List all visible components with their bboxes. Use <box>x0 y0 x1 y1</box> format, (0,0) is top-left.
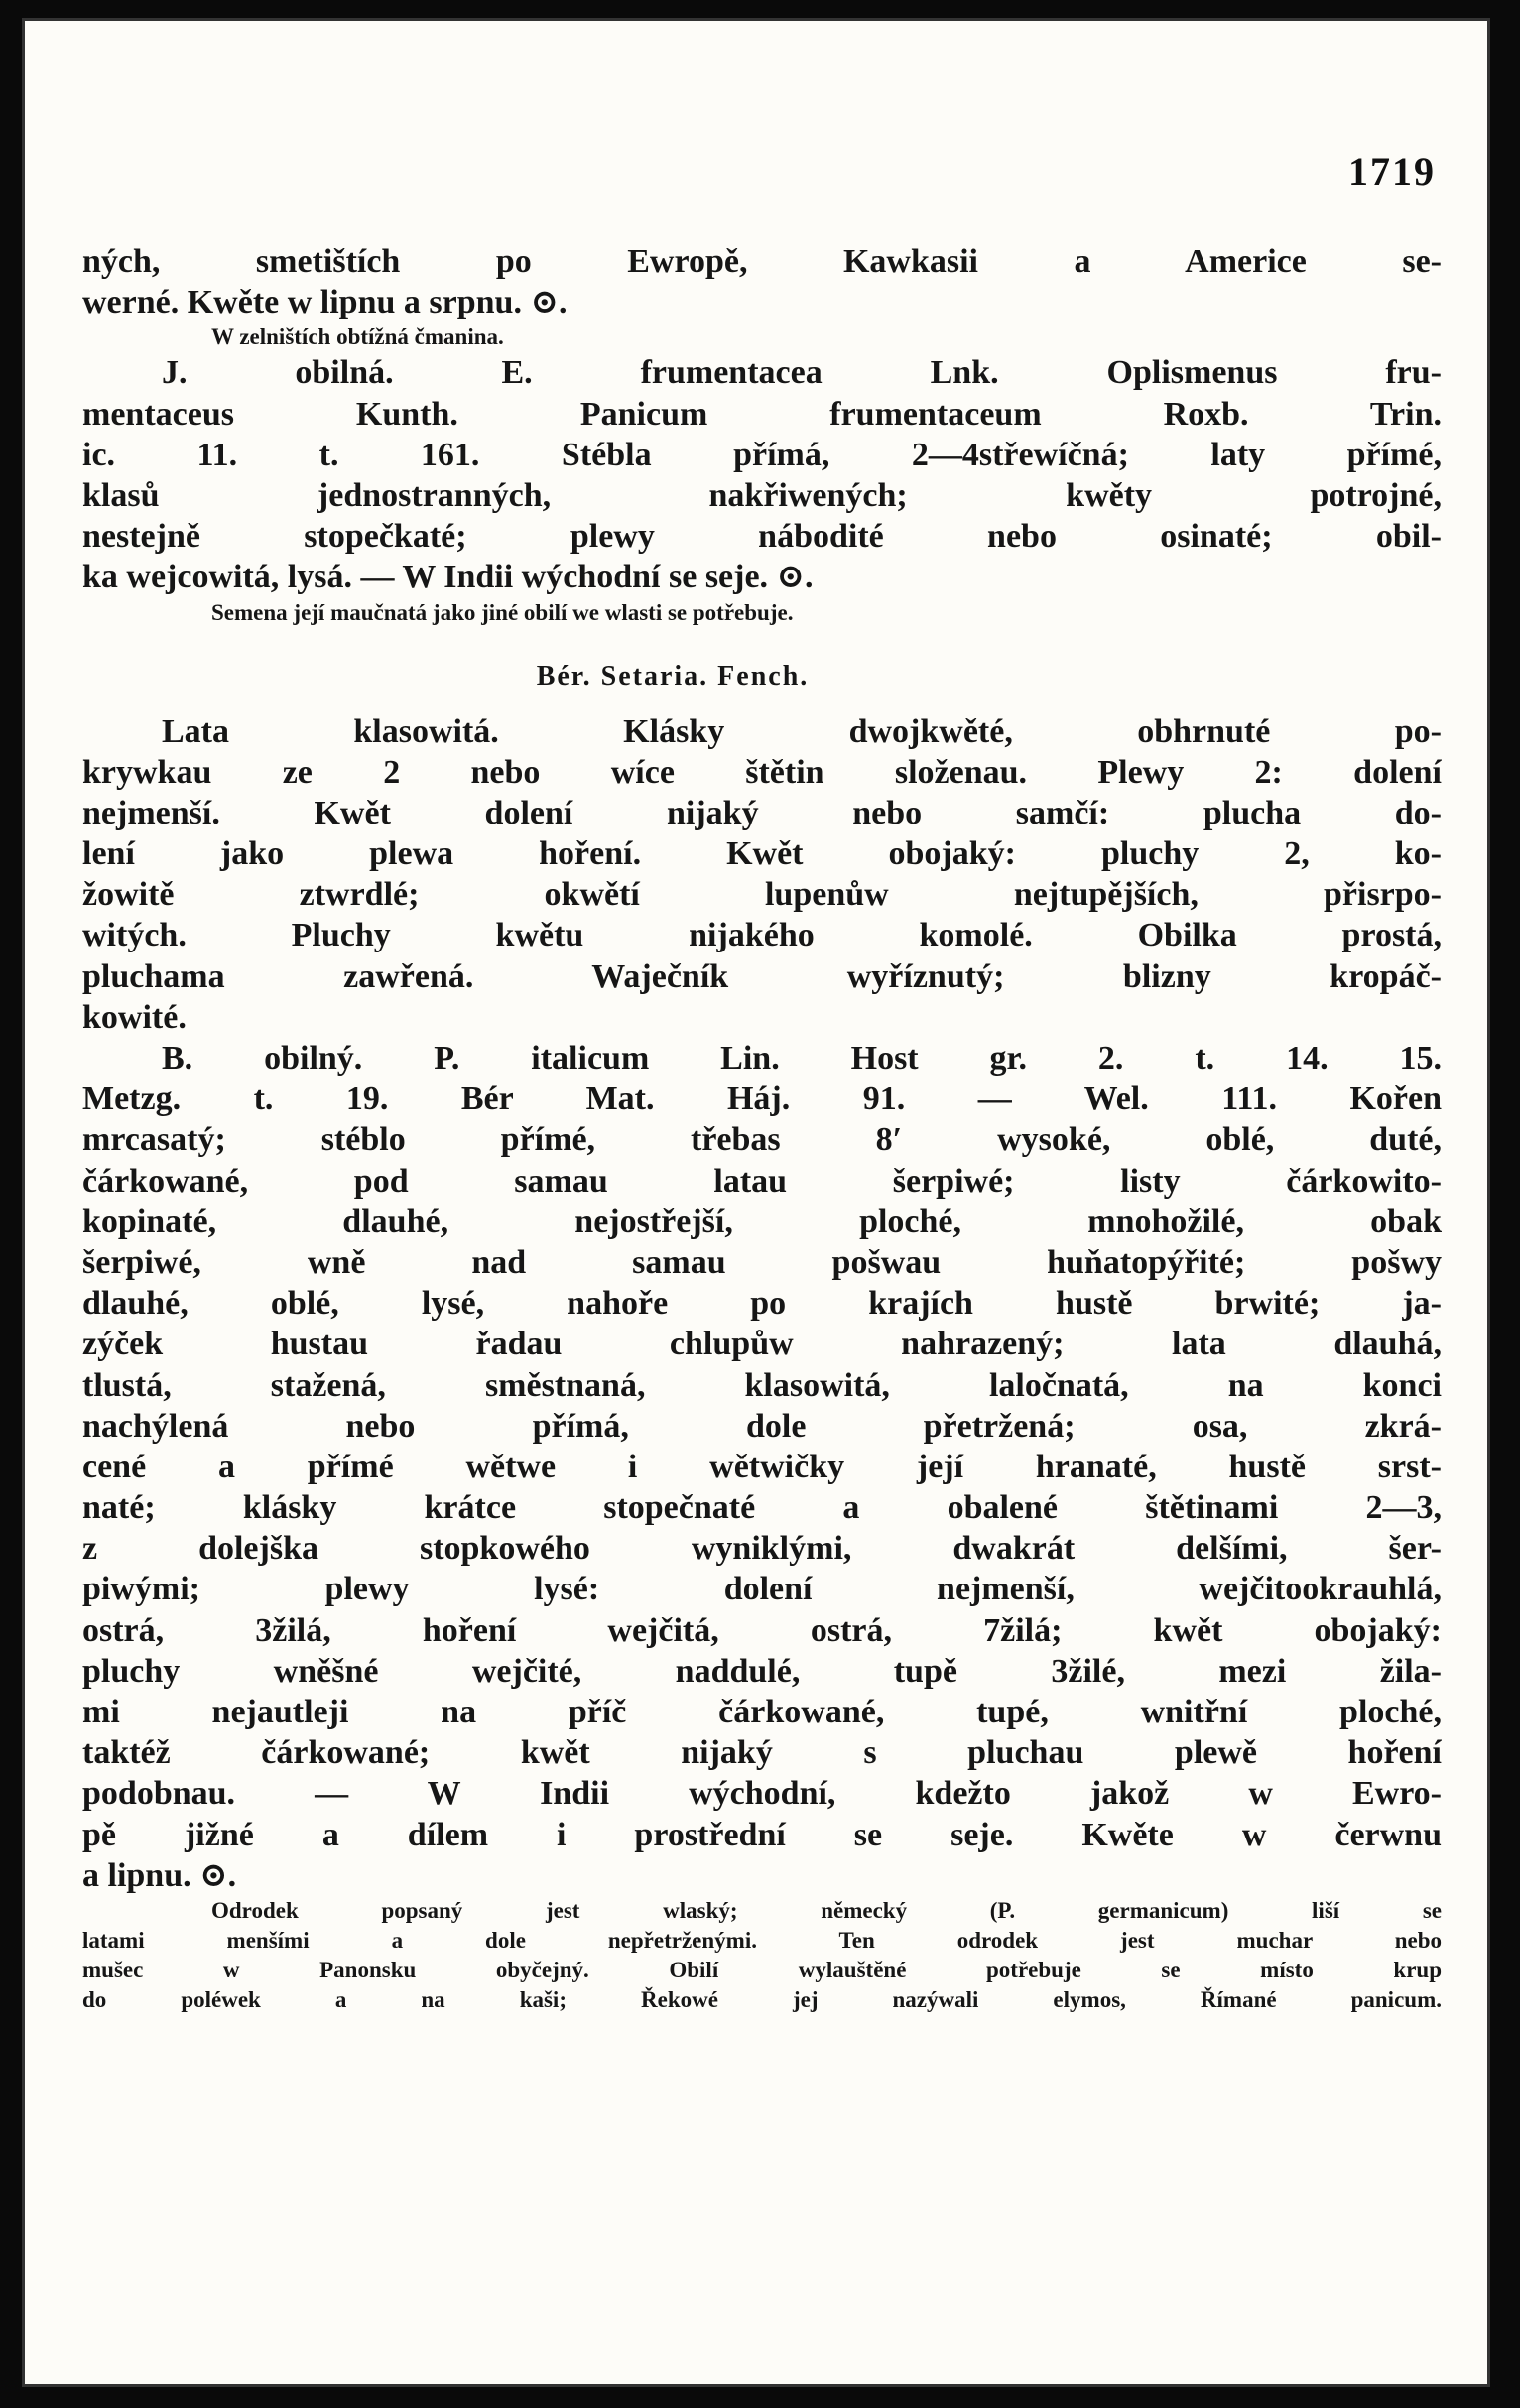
footnote-line: mušec w Panonsku obyčejný. Obilí wylauštěné potřebuje se místo krup <box>82 1957 1442 1982</box>
footnote-line: latami menšími a dole nepřetrženými. Ten odrodek jest muchar nebo <box>82 1927 1442 1953</box>
text-line: klasů jednostranných, nakřiwených; kwěty potrojné, <box>82 476 1442 514</box>
text-line: pě jižné a dílem i prostřední se seje. Kwěte w čerwnu <box>82 1816 1442 1853</box>
text-line: Metzg. t. 19. Bér Mat. Háj. 91. — Wel. 111. Kořen <box>82 1080 1442 1118</box>
species-entry-line: B. obilný. P. italicum Lin. Host gr. 2. t. 14. 15. <box>162 1040 1442 1077</box>
genus-description-line: Lata klasowitá. Klásky dwojkwěté, obhrnuté po- <box>162 712 1442 750</box>
species-entry-line: J. obilná. E. frumentacea Lnk. Oplismenus fru- <box>162 354 1442 392</box>
text-line: cené a přímé wětwe i wětwičky její hranaté, hustě srst- <box>82 1448 1442 1485</box>
text-line: kopinaté, dlauhé, nejostřejší, ploché, mnohožilé, obak <box>82 1203 1442 1240</box>
text-line: zýček hustau řadau chlupůw nahrazený; lata dlauhá, <box>82 1326 1442 1363</box>
text-line: žowitě ztwrdlé; okwětí lupenůw nejtupějších, přisrpo- <box>82 876 1442 914</box>
text-line: kowité. <box>82 998 187 1036</box>
text-line: pluchama zawřená. Waječník wyříznutý; blizny kropáč- <box>82 957 1442 995</box>
page-body <box>82 241 1442 2015</box>
text-line: mentaceus Kunth. Panicum frumentaceum Roxb. Trin. <box>82 395 1442 433</box>
footnote-line: do poléwek a na kaši; Řekowé jej nazýwali elymos, Římané panicum. <box>82 1986 1442 2012</box>
text-line: šerpiwé, wně nad samau pošwau huňatopýřité; pošwy <box>82 1243 1442 1281</box>
text-line: dlauhé, oblé, lysé, nahoře po krajích hustě brwité; ja- <box>82 1285 1442 1323</box>
text-line: podobnau. — W Indii wýchodní, kdežto jakož w Ewro- <box>82 1775 1442 1813</box>
text-line: ic. 11. t. 161. Stébla přímá, 2—4střewíčná; laty přímé, <box>82 436 1442 473</box>
text-line: z dolejška stopkowého wyniklými, dwakrát delšími, šer- <box>82 1530 1442 1568</box>
genus-heading: Bér. Setaria. Fench. <box>536 660 810 692</box>
text-line: taktéž čárkowané; kwět nijaký s pluchau plewě hoření <box>82 1734 1442 1772</box>
text-line: mi nejautleji na příč čárkowané, tupé, wnitřní ploché, <box>82 1694 1442 1730</box>
text-line: ných, smetištích po Ewropě, Kawkasii a Americe se- <box>82 243 1442 280</box>
text-line: a lipnu. ⊙. <box>82 1856 237 1894</box>
text-line: ka wejcowitá, lysá. — W Indii wýchodní se seje. ⊙. <box>82 559 814 596</box>
text-line: mrcasatý; stéblo přímé, třebas 8′ wysoké, oblé, duté, <box>82 1121 1442 1159</box>
footnote-line: Semena její maučnatá jako jiné obilí we wlasti se potřebuje. <box>211 599 794 625</box>
text-line: nachýlená nebo přímá, dole přetržená; osa, zkrá- <box>82 1407 1442 1445</box>
text-line: naté; klásky krátce stopečnaté a obalené štětinami 2—3, <box>82 1489 1442 1527</box>
text-line: witých. Pluchy kwětu nijakého komolé. Obilka prostá, <box>82 917 1442 954</box>
text-line: nestejně stopečkaté; plewy nábodité nebo osinaté; obil- <box>82 518 1442 556</box>
text-line: pluchy wněšné wejčité, naddulé, tupě 3žilé, mezi žila- <box>82 1652 1442 1690</box>
text-line: krywkau ze 2 nebo wíce štětin složenau. Plewy 2: dolení <box>82 753 1442 791</box>
text-line: piwými; plewy lysé: dolení nejmenší, wejčitookrauhlá, <box>82 1571 1442 1608</box>
text-line: lení jako plewa hoření. Kwět obojaký: pluchy 2, ko- <box>82 835 1442 873</box>
text-line: čárkowané, pod samau latau šerpiwé; listy čárkowito- <box>82 1162 1442 1200</box>
text-line: ostrá, 3žilá, hoření wejčitá, ostrá, 7žilá; kwět obojaký: <box>82 1611 1442 1649</box>
text-line: nejmenší. Kwět dolení nijaký nebo samčí: plucha do- <box>82 794 1442 831</box>
book-page <box>22 18 1490 2387</box>
text-line: werné. Kwěte w lipnu a srpnu. ⊙. <box>82 284 568 321</box>
footnote-line: Odrodek popsaný jest wlaský; německý (P. germanicum) liší se <box>211 1897 1442 1923</box>
page-number: 1719 <box>1348 149 1436 193</box>
footnote-line: W zelništích obtížná čmanina. <box>211 324 504 350</box>
text-line: tlustá, stažená, směstnaná, klasowitá, laločnatá, na konci <box>82 1366 1442 1404</box>
